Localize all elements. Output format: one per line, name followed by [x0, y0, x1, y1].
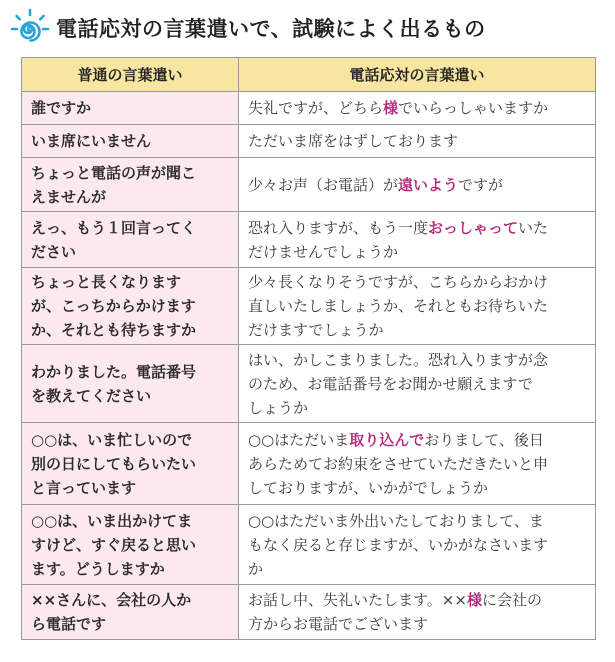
casual-phrase-line: を教えてください	[31, 386, 152, 405]
phrase-segment: だけますでしょうか	[248, 321, 384, 339]
formal-phrase-line	[248, 348, 587, 372]
phrase-segment: だけませんでしょうか	[248, 242, 399, 261]
formal-phrase-line	[248, 294, 587, 318]
phrase-segment: いた	[518, 218, 549, 237]
header-formal: 電話応対の言葉遣い	[239, 58, 596, 92]
phrase-segment: 直しいたしましょうか、それともお待ちいた	[248, 297, 549, 315]
phrase-segment: あらためてお約束をさせていただきたいと申	[248, 454, 549, 473]
table-row	[22, 268, 596, 345]
table-body	[22, 92, 596, 640]
casual-phrase-line: ××さんに、会社の人か	[31, 591, 192, 609]
formal-phrase-line	[248, 557, 587, 581]
phrase-segment: しょうか	[248, 398, 309, 417]
casual-phrase-cell	[22, 505, 239, 585]
formal-phrase-line	[248, 96, 587, 120]
table-row	[22, 158, 596, 212]
formal-phrase-cell	[239, 585, 596, 640]
phrase-segment: に会社の	[481, 591, 542, 609]
highlighted-keyword: 様	[466, 591, 482, 609]
casual-phrase-line: ○○は、いま忙しいので	[31, 430, 193, 449]
table-header-row	[22, 58, 596, 92]
formal-phrase-cell	[239, 212, 596, 268]
phrase-segment: 失礼ですが、どちら	[248, 99, 384, 117]
formal-phrase-line	[248, 533, 587, 557]
casual-phrase-line: いま席にいません	[31, 132, 152, 150]
phrase-segment: でいらっしゃいますか	[398, 99, 549, 117]
highlighted-keyword: 遠いよう	[398, 175, 459, 194]
phrase-segment: しておりますが、いかがでしょうか	[248, 478, 489, 497]
casual-phrase-line: すけど、すぐ戻ると思い	[31, 535, 197, 554]
formal-phrase-line	[248, 372, 587, 396]
casual-phrase-line: えっ、もう１回言ってく	[31, 218, 197, 237]
page-title: 電話応対の言葉遣いで、試験によく出るもの	[56, 17, 486, 41]
header-casual: 普通の言葉遣い	[22, 58, 239, 92]
formal-phrase-cell	[239, 423, 596, 505]
formal-phrase-line	[248, 452, 587, 476]
casual-phrase-line: ちょっと電話の声が聞こ	[31, 163, 197, 182]
casual-phrase-cell	[22, 212, 239, 268]
phrase-segment: おりまして、後日	[424, 430, 544, 449]
highlighted-keyword: おっしゃって	[428, 218, 519, 237]
casual-phrase-cell	[22, 268, 239, 345]
formal-phrase-cell	[239, 505, 596, 585]
phrase-segment: 方からお電話でございます	[248, 615, 429, 633]
casual-phrase-line: わかりました。電話番号	[31, 362, 197, 381]
table-row	[22, 585, 596, 640]
phrase-segment: もなく戻ると存じますが、いかがなさいます	[248, 535, 549, 554]
phrase-segment: ○○はただいま	[248, 430, 350, 449]
phrase-segment: ですが	[458, 175, 504, 194]
table-row	[22, 505, 596, 585]
casual-phrase-line: 別の日にしてもらいたい	[31, 454, 197, 473]
formal-phrase-line	[248, 129, 587, 153]
table-row	[22, 125, 596, 158]
phrase-segment: ○○はただいま外出いたしておりまして、ま	[248, 511, 544, 530]
phrase-segment: 少々お声（お電話）が	[248, 175, 399, 194]
casual-phrase-line: えませんが	[31, 187, 107, 206]
casual-phrase-cell	[22, 92, 239, 125]
casual-phrase-line: ○○は、いま出かけてま	[31, 511, 193, 530]
phrase-segment: お話し中、失礼いたします。××	[248, 591, 467, 609]
table-row	[22, 345, 596, 423]
formal-phrase-line	[248, 476, 587, 500]
phrase-segment: 少々長くなりそうですが、こちらからおかけ	[248, 273, 549, 291]
formal-phrase-line	[248, 173, 587, 197]
casual-phrase-cell	[22, 158, 239, 212]
formal-phrase-line	[248, 509, 587, 533]
table-row	[22, 423, 596, 505]
spiral-sun-icon	[10, 8, 50, 48]
casual-phrase-line: が、こっちからかけます	[31, 297, 196, 315]
casual-phrase-line: ます。どうしますか	[31, 559, 165, 578]
phrase-segment: のため、お電話番号をお聞かせ願えますで	[248, 374, 533, 393]
table-row	[22, 212, 596, 268]
casual-phrase-cell	[22, 423, 239, 505]
casual-phrase-line: ちょっと長くなります	[31, 273, 182, 291]
formal-phrase-cell	[239, 125, 596, 158]
casual-phrase-cell	[22, 345, 239, 423]
casual-phrase-line: 誰ですか	[31, 99, 92, 117]
phrase-segment: ただいま席をはずしております	[248, 132, 459, 150]
formal-phrase-cell	[239, 158, 596, 212]
table-row	[22, 92, 596, 125]
formal-phrase-cell	[239, 92, 596, 125]
casual-phrase-line: と言っています	[31, 478, 137, 497]
phrase-comparison-table	[21, 57, 596, 640]
formal-phrase-line	[248, 612, 587, 636]
formal-phrase-line	[248, 588, 587, 612]
formal-phrase-line	[248, 216, 587, 240]
phrase-segment: 恐れ入りますが、もう一度	[248, 218, 429, 237]
highlighted-keyword: 取り込んで	[349, 430, 425, 449]
casual-phrase-cell	[22, 125, 239, 158]
formal-phrase-cell	[239, 345, 596, 423]
formal-phrase-line	[248, 318, 587, 342]
formal-phrase-line	[248, 396, 587, 420]
formal-phrase-cell	[239, 268, 596, 345]
formal-phrase-line	[248, 270, 587, 294]
formal-phrase-line	[248, 428, 587, 452]
phrase-segment: はい、かしこまりました。恐れ入りますが念	[248, 350, 549, 369]
formal-phrase-line	[248, 240, 587, 264]
title-bar	[10, 8, 486, 48]
phrase-segment: か	[248, 559, 264, 578]
casual-phrase-line: ださい	[31, 242, 77, 261]
casual-phrase-line: ら電話です	[31, 615, 107, 633]
casual-phrase-cell	[22, 585, 239, 640]
casual-phrase-line: か、それとも待ちますか	[31, 321, 197, 339]
highlighted-keyword: 様	[383, 99, 399, 117]
